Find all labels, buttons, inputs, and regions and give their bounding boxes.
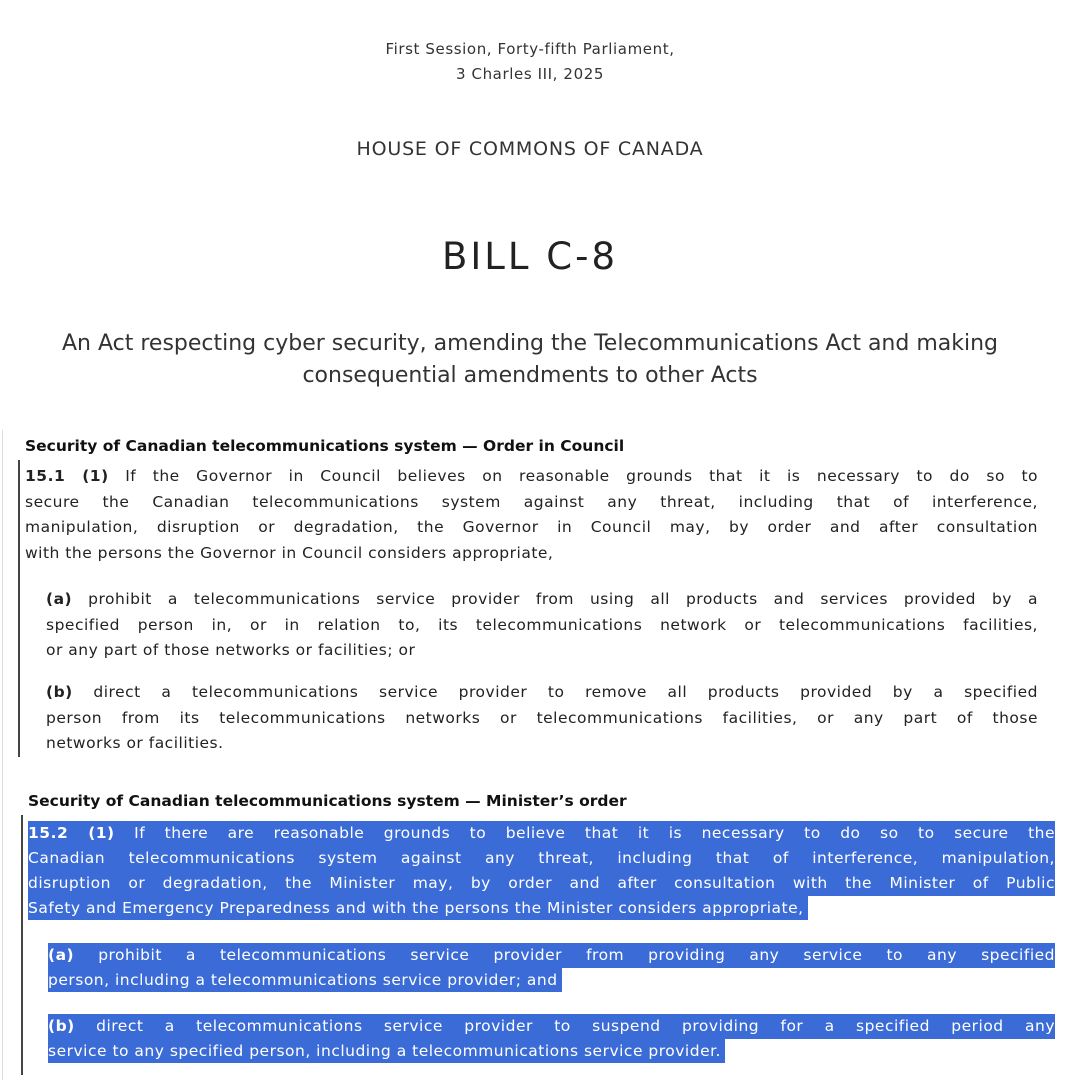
bill-number: BILL C-8 <box>441 235 618 278</box>
section-15-1-para[interactable] <box>25 464 1038 566</box>
text-line: or any part of those networks or facilities; or <box>46 641 416 659</box>
text-line: prohibit a telecommunications service provider from using all products and services provided by a <box>88 590 1038 608</box>
text-line: Canadian telecommunications system against any threat, including that of interference, manipulation, <box>28 846 1055 871</box>
text-line: networks or facilities. <box>46 734 224 752</box>
section-15-1-para-b[interactable] <box>46 680 1038 757</box>
text-line: with the persons the Governor in Council considers appropriate, <box>25 543 554 562</box>
section-number: 15.2 (1) <box>28 824 115 842</box>
session-line-2: 3 Charles III, 2025 <box>455 65 604 83</box>
text-line: secure the Canadian telecommunications system against any threat, including that of interference, <box>25 492 1038 511</box>
para-label: (b) <box>46 683 73 701</box>
house-name: HOUSE OF COMMONS OF CANADA <box>356 138 704 160</box>
section-number: 15.1 (1) <box>25 467 109 485</box>
section-15-2-para-selected[interactable] <box>28 821 1055 921</box>
text-line: person from its telecommunications networks or telecommunications facilities, or any part of those <box>46 708 1038 727</box>
para-label: (b) <box>48 1017 75 1035</box>
section-15-2-para-a-selected[interactable] <box>48 943 1055 993</box>
bill-title-line-1: An Act respecting cyber security, amending the Telecommunications Act and making <box>61 331 998 356</box>
text-line: Safety and Emergency Preparedness and with the persons the Minister considers appropriate, <box>28 896 808 920</box>
page-edge <box>2 430 3 1080</box>
text-line: service to any specified person, including a telecommunications service provider. <box>48 1039 725 1063</box>
text-line: person, including a telecommunications service provider; and <box>48 968 562 992</box>
text-line: If there are reasonable grounds to believe that it is necessary to do so to secure the <box>134 824 1055 842</box>
text-line: direct a telecommunications service provider to remove all products provided by a specified <box>93 683 1038 701</box>
section-change-bar <box>18 460 20 757</box>
section-heading-15-2: Security of Canadian telecommunications system — Minister’s order <box>28 792 627 810</box>
text-line: prohibit a telecommunications service provider from providing any service to any specified <box>98 946 1055 964</box>
text-line: disruption or degradation, the Minister may, by order and after consultation with the Minister of Public <box>28 871 1055 896</box>
text-line: specified person in, or in relation to, its telecommunications network or telecommunications facilities, <box>46 615 1038 634</box>
section-15-1-para-a[interactable] <box>46 587 1038 664</box>
text-line: direct a telecommunications service provider to suspend providing for a specified period any <box>96 1017 1055 1035</box>
para-label: (a) <box>48 946 75 964</box>
bill-title-line-2: consequential amendments to other Acts <box>302 363 758 388</box>
text-line: manipulation, disruption or degradation, the Governor in Council may, by order and after consultation <box>25 518 1038 536</box>
session-line-1: First Session, Forty-fifth Parliament, <box>385 40 675 58</box>
section-15-2-para-b-selected[interactable] <box>48 1014 1055 1064</box>
para-label: (a) <box>46 590 73 608</box>
text-line: If the Governor in Council believes on reasonable grounds that it is necessary to do so to <box>125 467 1038 485</box>
section-heading-15-1: Security of Canadian telecommunications system — Order in Council <box>25 437 625 455</box>
section-change-bar <box>21 815 23 1075</box>
